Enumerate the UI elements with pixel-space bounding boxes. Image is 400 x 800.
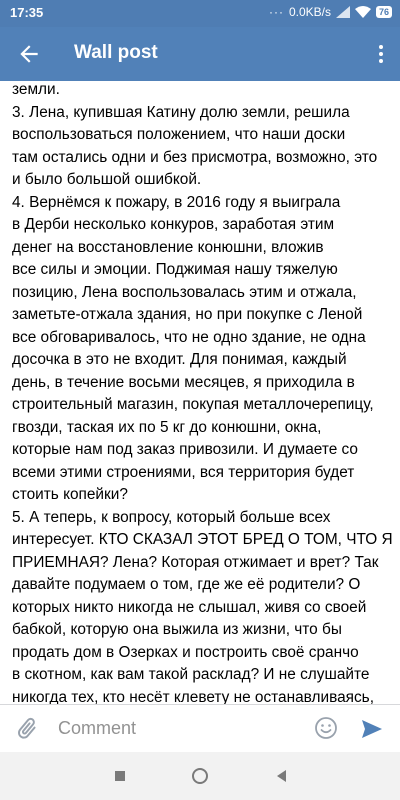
post-line: заметьте-отжала здания, но при покупке с Леной (12, 306, 363, 323)
post-text (12, 79, 396, 704)
post-line: 5. А теперь, к вопросу, который больше всех (12, 508, 331, 526)
post-line: которые нам под заказ привозили. И думаете со (12, 441, 358, 458)
post-line: и было большой ошибкой. (12, 171, 202, 188)
back-nav-icon[interactable] (272, 766, 292, 786)
home-icon[interactable] (190, 766, 210, 786)
post-line: 4. Вернёмся к пожару, в 2016 году я выиграла (12, 193, 341, 211)
page-title: Wall post (74, 42, 158, 63)
app-toolbar (0, 27, 400, 81)
post-line: все обговаривалось, что не одно здание, не одна (12, 328, 366, 346)
network-speed: 0.0KB/s (288, 5, 331, 19)
post-line: денег на восстановление конюшни, вложив (12, 238, 324, 256)
post-line: 3. Лена, купившая Катину долю земли, решила (12, 103, 350, 121)
post-line: там остались одни и без присмотра, возможно, это (12, 148, 378, 166)
post-line: в скотном, как вам такой расклад? И не слушайте (12, 666, 370, 683)
wifi-icon (355, 6, 371, 18)
post-line: в Дерби несколько конкуров, заработая этим (12, 216, 335, 233)
status-time: 17:35 (10, 5, 44, 20)
post-line: стоить копейки? (12, 486, 128, 503)
post-line: воспользоваться положением, что наши доски (12, 126, 346, 143)
status-icons (269, 5, 392, 19)
post-line: продать дом в Озерках и построить своё сранчо (12, 643, 359, 661)
status-bar (0, 0, 400, 27)
post-line: день, в течение восьми месяцев, я приходила в (12, 373, 355, 391)
recents-icon[interactable] (110, 766, 130, 786)
post-line: все силы и эмоции. Поджимая нашу тяжелую (12, 261, 338, 278)
emoji-icon[interactable] (314, 716, 338, 740)
post-line: досочка в это не входит. Для понимая, каждый (12, 351, 347, 368)
paperclip-icon[interactable] (14, 716, 40, 742)
send-icon[interactable] (360, 717, 384, 741)
post-line: давайте подумаем о том, где же её родители? О (12, 576, 361, 593)
post-line: строительный магазин, покупая металлочерепицу, (12, 396, 374, 413)
post-line: земли. (12, 81, 60, 98)
notification-dots-icon: ··· (268, 5, 284, 19)
signal-icon (336, 6, 350, 18)
post-line: ПРИЕМНАЯ? Лена? Которая отжимает и врет? Так (12, 553, 379, 571)
post-line: позицию, Лена воспользовалась этим и отжала, (12, 283, 357, 301)
post-line: которых никто никогда не слышал, живя со своей (12, 598, 367, 616)
post-line: никогда тех, кто несёт клевету не останавливаясь, (12, 688, 374, 704)
post-line: гвозди, таская их по 5 кг до конюшни, окна, (12, 418, 322, 436)
comment-input[interactable]: Comment (58, 718, 137, 738)
post-line: интересует. КТО СКАЗАЛ ЭТОТ БРЕД О ТОМ, ЧТО Я (12, 531, 393, 548)
post-line: бабкой, которую она выжила из жизни, что бы (12, 621, 342, 638)
battery-icon: 76 (376, 6, 392, 18)
more-menu-icon[interactable] (376, 41, 386, 67)
system-nav-bar (0, 752, 400, 800)
comment-bar (0, 704, 400, 753)
post-line: всеми этими строениями, вся территория будет (12, 463, 355, 481)
back-arrow-icon[interactable] (16, 41, 42, 67)
